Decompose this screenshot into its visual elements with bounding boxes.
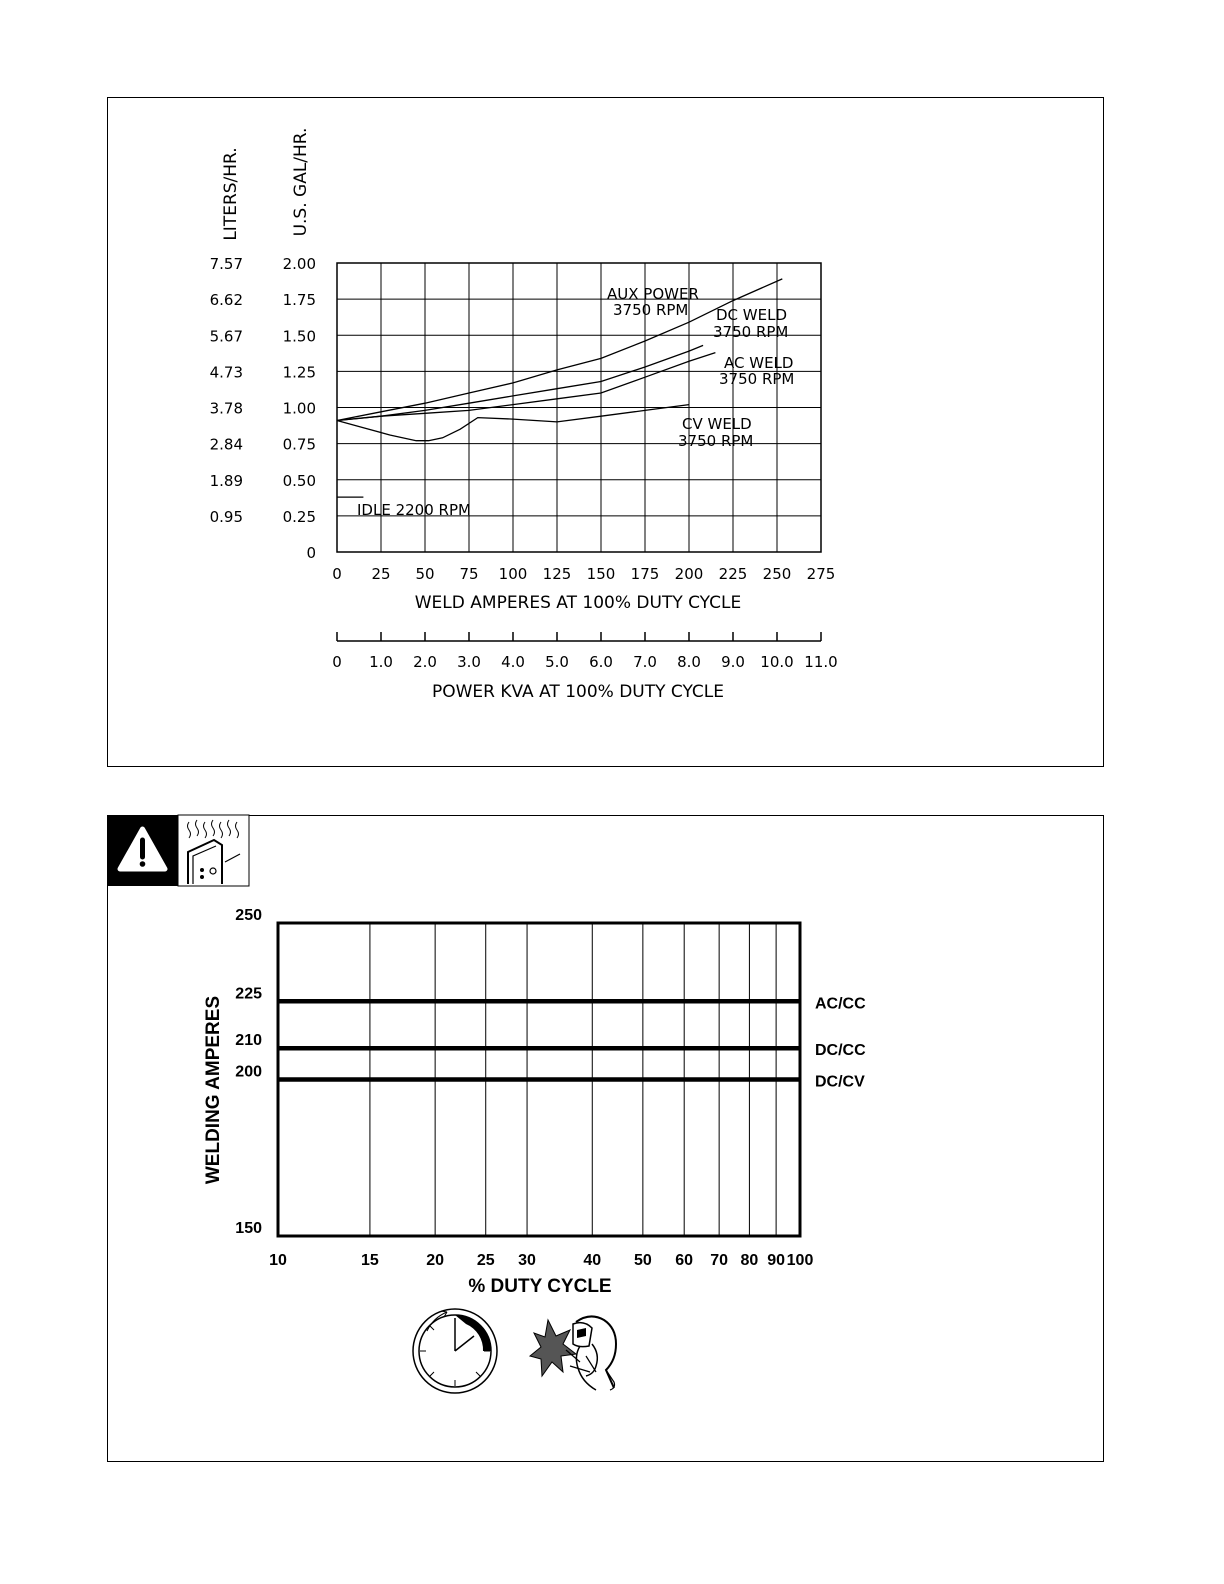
x-tick-label: 90 (767, 1252, 786, 1269)
y-tick-label: 1.25 (282, 363, 316, 382)
series-label: 3750 RPM (678, 432, 754, 450)
x-tick-label: 25 (371, 565, 391, 583)
y2-tick-label: 6.62 (209, 291, 243, 310)
y2-tick-label: 7.57 (209, 255, 243, 273)
series-label: IDLE 2200 RPM (357, 501, 471, 519)
x2-tick-label: 2.0 (413, 653, 437, 671)
y2-axis-title: LITERS/HR. (221, 147, 241, 241)
y-tick-label: 1.50 (282, 327, 316, 346)
x-tick-label: 100 (498, 565, 528, 583)
x-tick-label: 10 (269, 1252, 287, 1269)
x2-tick-label: 9.0 (721, 653, 745, 671)
y-tick-label: 0.50 (282, 471, 316, 490)
x-tick-label: 225 (718, 565, 748, 583)
y-tick-label: 225 (235, 985, 262, 1003)
x-tick-label: 275 (806, 565, 836, 583)
x2-tick-label: 5.0 (545, 653, 569, 671)
x-tick-label: 25 (476, 1252, 495, 1269)
x-tick-label: 200 (674, 565, 704, 583)
y-tick-label: 2.00 (282, 255, 316, 273)
y-tick-label: 210 (235, 1032, 262, 1050)
x2-tick-label: 8.0 (677, 653, 701, 671)
y-tick-label: 1.00 (282, 399, 316, 418)
series-label: AUX POWER (607, 285, 699, 303)
x2-tick-label: 0 (332, 653, 342, 671)
series-label: DC WELD (716, 306, 788, 324)
x-tick-label: 75 (459, 565, 479, 583)
x2-tick-label: 1.0 (369, 653, 393, 671)
y-tick-label: 0 (306, 544, 316, 562)
hot-machine-icon (178, 815, 249, 886)
y2-tick-label: 5.67 (209, 327, 243, 346)
x2-tick-label: 4.0 (501, 653, 525, 671)
x-tick-label: 50 (415, 565, 435, 583)
warning-icon (107, 815, 178, 886)
x2-tick-label: 6.0 (589, 653, 613, 671)
x-tick-label: 30 (518, 1252, 536, 1269)
x-tick-label: 50 (633, 1252, 652, 1269)
timer-icon (413, 1309, 497, 1393)
y2-tick-label: 1.89 (209, 471, 243, 490)
duty-cycle-chart (203, 907, 866, 1297)
y2-tick-label: 3.78 (209, 399, 243, 418)
x-tick-label: 40 (583, 1252, 602, 1269)
series-label: DC/CC (815, 1042, 866, 1060)
y-tick-label: 150 (235, 1220, 262, 1237)
x-axis-title: WELD AMPERES AT 100% DUTY CYCLE (414, 593, 742, 613)
y2-tick-label: 2.84 (209, 435, 243, 454)
y-tick-label: 0.25 (282, 507, 316, 526)
y-axis-title: WELDING AMPERES (203, 995, 224, 1185)
series-label: 3750 RPM (719, 370, 795, 388)
x-axis-title: % DUTY CYCLE (468, 1276, 612, 1297)
x-tick-label: 150 (586, 565, 616, 583)
x-tick-label: 250 (762, 565, 792, 583)
x-tick-label: 60 (675, 1252, 694, 1269)
x2-tick-label: 10.0 (760, 653, 794, 671)
series-label: 3750 RPM (613, 301, 689, 319)
series-label: AC WELD (724, 354, 794, 372)
series-label: CV WELD (682, 415, 752, 433)
series-label: DC/CV (815, 1073, 865, 1091)
y-tick-label: 1.75 (282, 291, 316, 310)
y2-tick-label: 4.73 (209, 363, 243, 382)
x-tick-label: 80 (740, 1252, 759, 1269)
x-tick-label: 175 (630, 565, 660, 583)
welder-icon (530, 1316, 616, 1390)
series-line (337, 279, 782, 421)
x-tick-label: 70 (710, 1252, 729, 1269)
x-tick-label: 125 (542, 565, 572, 583)
fuel-consumption-chart (210, 128, 838, 702)
series-label: AC/CC (815, 995, 866, 1013)
x-tick-label: 0 (332, 565, 342, 583)
y-tick-label: 0.75 (282, 435, 316, 454)
y-axis-title: U.S. GAL/HR. (291, 127, 311, 237)
x2-tick-label: 3.0 (457, 653, 481, 671)
x-tick-label: 15 (361, 1252, 379, 1269)
series-label: 3750 RPM (713, 323, 789, 341)
y-tick-label: 200 (235, 1063, 262, 1081)
y-tick-label: 250 (235, 907, 262, 924)
x2-axis-title: POWER KVA AT 100% DUTY CYCLE (431, 682, 725, 702)
series-line (337, 353, 715, 421)
x-tick-label: 20 (426, 1252, 445, 1269)
x-tick-label: 100 (786, 1252, 814, 1269)
x2-tick-label: 11.0 (804, 653, 838, 671)
y2-tick-label: 0.95 (209, 507, 243, 526)
x2-tick-label: 7.0 (633, 653, 657, 671)
